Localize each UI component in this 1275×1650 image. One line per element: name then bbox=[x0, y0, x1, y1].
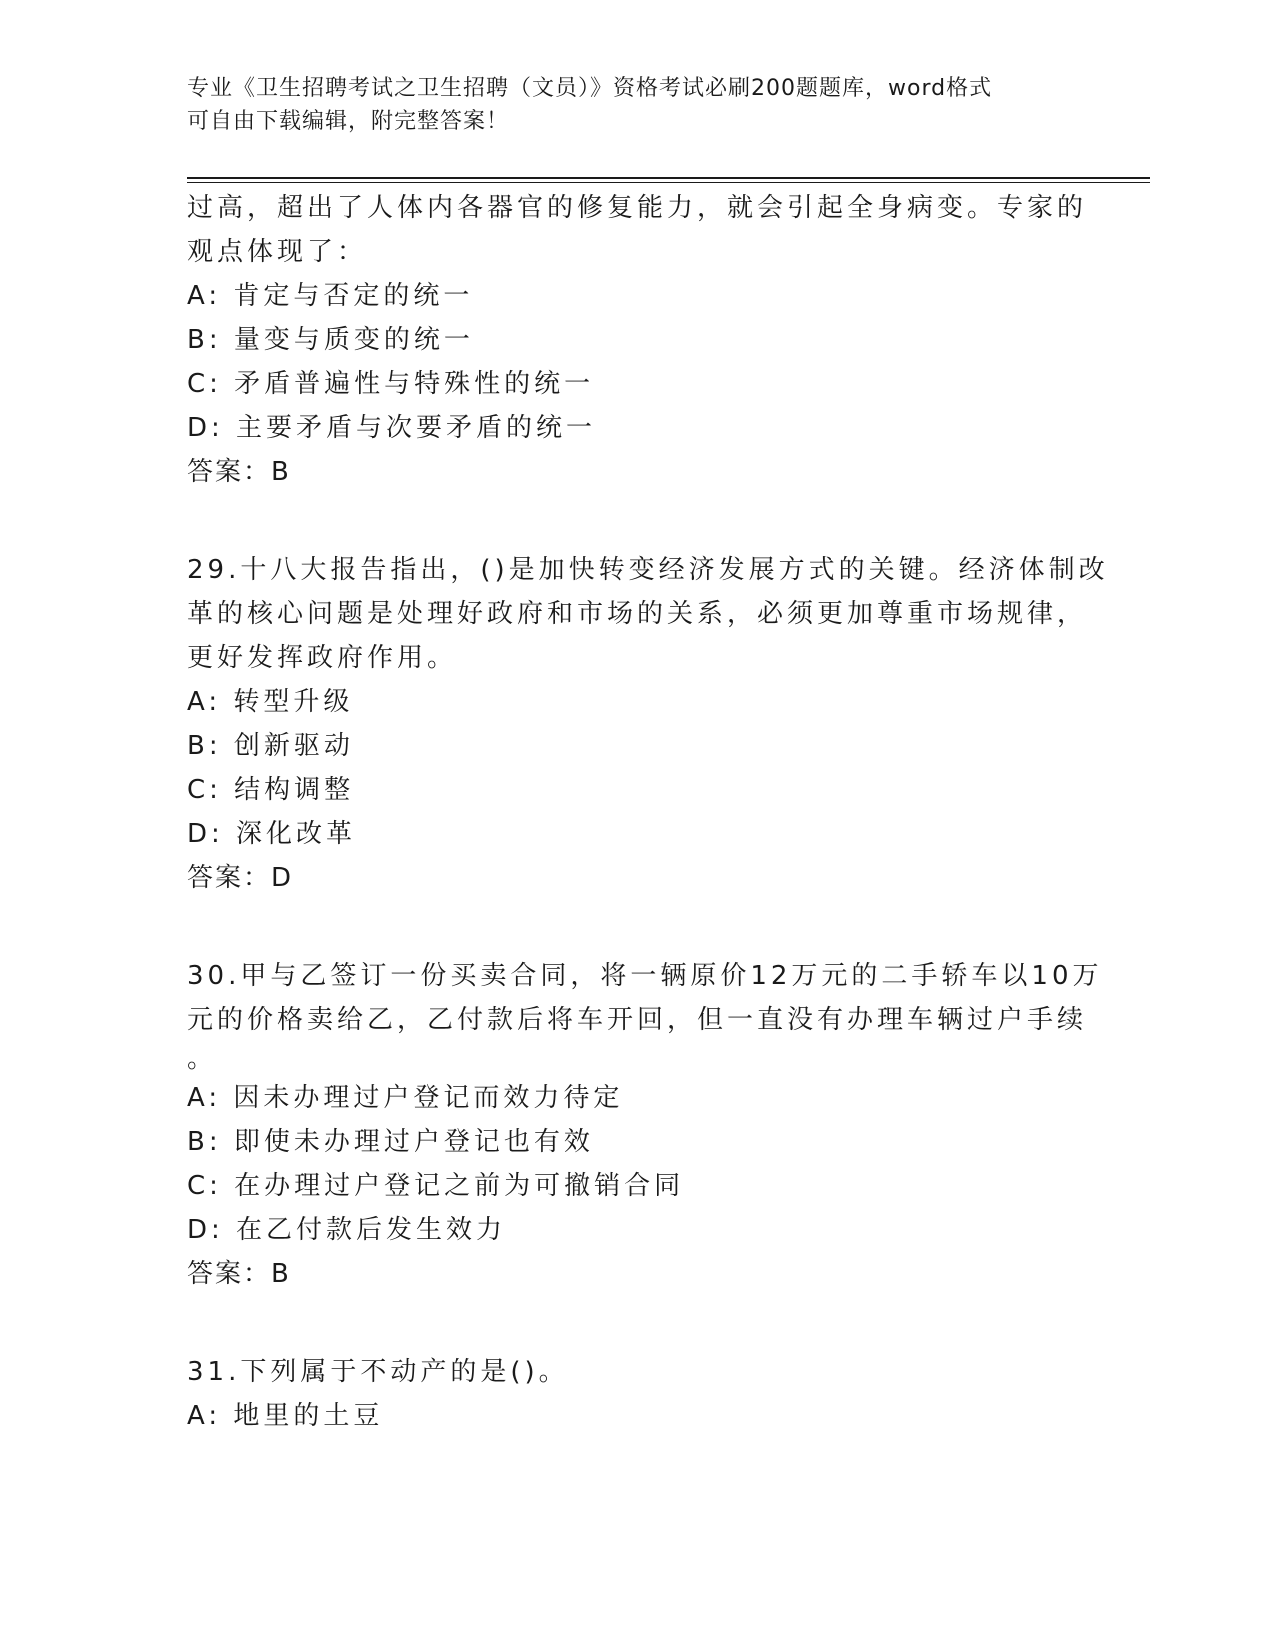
option-b: B: 创新驱动 bbox=[187, 731, 354, 761]
option-b: B: 即使未办理过户登记也有效 bbox=[187, 1127, 594, 1157]
question-stem-line: 29.十八大报告指出，()是加快转变经济发展方式的关键。经济体制改 bbox=[187, 555, 1109, 585]
question-block-29 bbox=[187, 548, 1109, 900]
option-c: C: 矛盾普遍性与特殊性的统一 bbox=[187, 369, 595, 399]
option-a: A: 转型升级 bbox=[187, 687, 354, 717]
option-c: C: 结构调整 bbox=[187, 775, 355, 805]
option-d: D: 在乙付款后发生效力 bbox=[187, 1215, 507, 1245]
answer-label: 答案：D bbox=[187, 863, 294, 893]
header-divider-thick bbox=[187, 177, 1150, 179]
question-stem-line: 。 bbox=[187, 1044, 218, 1074]
option-a: A: 地里的土豆 bbox=[187, 1401, 384, 1431]
answer-label: 答案：B bbox=[187, 457, 291, 487]
question-block-30 bbox=[187, 954, 1103, 1296]
option-c: C: 在办理过户登记之前为可撤销合同 bbox=[187, 1171, 685, 1201]
question-list bbox=[187, 186, 1109, 1438]
option-d: D: 深化改革 bbox=[187, 819, 357, 849]
question-stem-line: 元的价格卖给乙，乙付款后将车开回，但一直没有办理车辆过户手续 bbox=[187, 1005, 1088, 1035]
question-block-31 bbox=[187, 1350, 1087, 1438]
question-stem-line: 过高，超出了人体内各器官的修复能力，就会引起全身病变。专家的 bbox=[187, 193, 1088, 223]
question-spacer bbox=[187, 1296, 1087, 1350]
header-title-line-2: 可自由下载编辑，附完整答案！ bbox=[187, 109, 510, 134]
header-title-line-1: 专业《卫生招聘考试之卫生招聘（文员）》资格考试必刷200题题库，word格式 bbox=[187, 76, 993, 101]
question-stem-line: 更好发挥政府作用。 bbox=[187, 643, 458, 673]
question-stem-line: 30.甲与乙签订一份买卖合同，将一辆原价12万元的二手轿车以10万 bbox=[187, 961, 1103, 991]
question-spacer bbox=[187, 494, 1087, 548]
option-b: B: 量变与质变的统一 bbox=[187, 325, 474, 355]
option-a: A: 因未办理过户登记而效力待定 bbox=[187, 1083, 624, 1113]
option-a: A: 肯定与否定的统一 bbox=[187, 281, 474, 311]
question-block-28 bbox=[187, 186, 1087, 494]
answer-label: 答案：B bbox=[187, 1259, 291, 1289]
question-stem-line: 观点体现了： bbox=[187, 237, 368, 267]
header-divider-thin bbox=[187, 182, 1150, 183]
question-stem-line: 革的核心问题是处理好政府和市场的关系，必须更加尊重市场规律， bbox=[187, 599, 1088, 629]
question-stem-line: 31.下列属于不动产的是()。 bbox=[187, 1357, 569, 1387]
document-header bbox=[187, 72, 1087, 138]
question-spacer bbox=[187, 900, 1087, 954]
option-d: D: 主要矛盾与次要矛盾的统一 bbox=[187, 413, 597, 443]
